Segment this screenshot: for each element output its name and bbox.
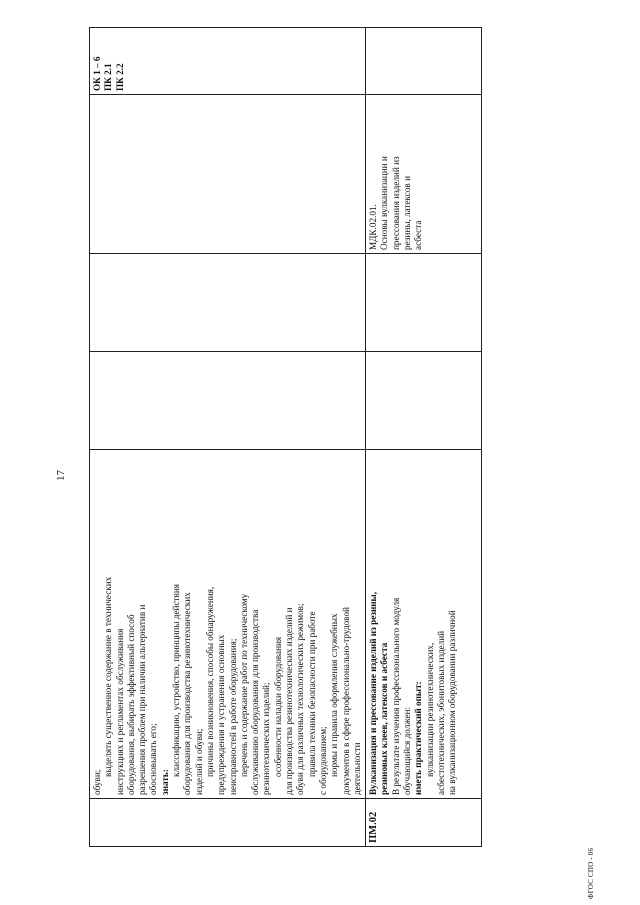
cell-requirements: [90, 450, 366, 799]
course-title: асбеста: [413, 220, 424, 250]
text-line: инструкциях и регламентах обслуживания: [114, 628, 125, 795]
text-line: обучающийся должен:: [402, 706, 413, 795]
module-title: Вулканизация и прессование изделий из резины,: [368, 591, 379, 795]
table-row: [90, 28, 366, 847]
text-line: документов в сфере профессионально-трудовой: [340, 607, 351, 795]
text-line: для производства резинотехнических изделий и: [284, 607, 295, 795]
course-title: резины, латексов и: [402, 176, 413, 250]
cell-requirements: [366, 450, 482, 799]
text-line: оборудования для производства резинотехнических: [182, 592, 193, 795]
text-line: на вулканизационном оборудовании различной: [447, 610, 458, 795]
text-line: нормы и правила оформления служебных: [329, 613, 340, 777]
document-footer: ФГОС СПО - 06: [587, 847, 595, 899]
module-title: резиновых клеев, латексов и асбеста: [379, 642, 390, 795]
section-heading: знать:: [159, 769, 170, 795]
text-line: неисправностей в работе оборудования;: [227, 638, 238, 795]
cell-index: [90, 799, 366, 847]
section-heading: иметь практический опыт:: [413, 681, 424, 795]
text-line: с оборудованием;: [317, 726, 328, 795]
text-line: причины возникновения, способы обнаружения,: [204, 586, 215, 777]
text-line: асбестотехнических, эбонитовых изделий: [435, 630, 446, 795]
cell-module-course: [90, 95, 366, 254]
text-line: изделий и обуви;: [193, 728, 204, 795]
competency-code: ОК 1 – 6: [92, 56, 102, 91]
curriculum-table: [89, 27, 482, 847]
text-line: перечень и содержание работ по техническому: [238, 593, 249, 777]
table-row: [366, 28, 482, 847]
text-line: классификацию, устройство, принципы действия: [171, 583, 182, 777]
course-title: прессования изделий из: [390, 156, 401, 250]
course-code: МДК.02.01.: [368, 204, 379, 250]
cell-hours-class: [366, 254, 482, 352]
text-line: разрешения проблем при наличии альтернатив и: [137, 604, 148, 795]
text-line: вулканизации резинотехнических,: [424, 642, 435, 777]
text-line: правила техники безопасности при работе: [306, 611, 317, 777]
competency-code: ПК 2.1: [103, 63, 114, 91]
text-line: В результате изучения профессионального модуля: [390, 597, 401, 795]
text-line: особенности наладки оборудования: [272, 636, 283, 777]
cell-competencies: [366, 28, 482, 95]
text-line: выделять существенное содержание в технических: [103, 576, 114, 777]
text-line: обслуживанию оборудования для производства: [250, 609, 261, 795]
text-line: обосновывать его;: [148, 723, 159, 795]
cell-hours-max: [366, 352, 482, 450]
competency-code: ПК 2.2: [114, 63, 125, 91]
course-title: Основы вулканизации и: [379, 156, 390, 250]
text-line: обуви;: [92, 769, 102, 795]
module-code: ПМ.02: [368, 811, 380, 843]
text-line: резинотехнических изделий;: [261, 682, 272, 795]
text-line: предупреждения и устранения основных: [216, 634, 227, 795]
cell-hours-max: [90, 352, 366, 450]
text-line: обуви для различных технологических режимов;: [295, 603, 306, 795]
text-line: оборудования, выбирать эффективный способ: [125, 614, 136, 795]
cell-hours-class: [90, 254, 366, 352]
cell-module-course: [366, 95, 482, 254]
cell-module-code: [366, 799, 482, 847]
cell-competencies: [90, 28, 366, 95]
page-number: 17: [55, 470, 67, 481]
text-line: деятельности: [351, 742, 362, 795]
